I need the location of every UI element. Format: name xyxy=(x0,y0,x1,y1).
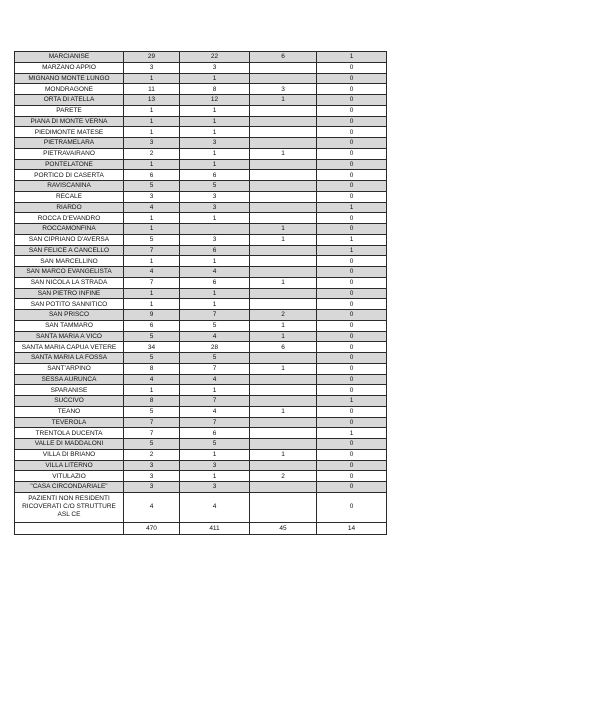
municipality-cell: MONDRAGONE xyxy=(15,84,124,95)
value-b-cell: 6 xyxy=(180,277,250,288)
value-d-cell: 0 xyxy=(317,62,387,73)
value-b-cell: 1 xyxy=(180,127,250,138)
value-d-cell: 0 xyxy=(317,191,387,202)
value-d-cell: 0 xyxy=(317,406,387,417)
municipality-cell: VITULAZIO xyxy=(15,471,124,482)
table-row xyxy=(15,170,387,181)
value-d-cell: 1 xyxy=(317,428,387,439)
value-b-cell: 4 xyxy=(180,331,250,342)
municipality-cell: SAN MARCELLINO xyxy=(15,256,124,267)
value-d-cell: 0 xyxy=(317,267,387,278)
table-row xyxy=(15,105,387,116)
total-cases-cell: 1 xyxy=(124,127,180,138)
municipality-cell: SANTA MARIA LA FOSSA xyxy=(15,353,124,364)
total-cases-cell: 1 xyxy=(124,288,180,299)
total-cases-cell: 3 xyxy=(124,138,180,149)
value-c-cell xyxy=(250,73,317,84)
value-d-cell: 0 xyxy=(317,148,387,159)
value-d-cell: 1 xyxy=(317,202,387,213)
value-c-cell: 1 xyxy=(250,148,317,159)
total-cases-cell: 1 xyxy=(124,73,180,84)
value-d-cell: 1 xyxy=(317,245,387,256)
value-d-cell: 0 xyxy=(317,170,387,181)
value-b-cell: 1 xyxy=(180,288,250,299)
municipality-cell: SUCCIVO xyxy=(15,396,124,407)
value-b-cell: 1 xyxy=(180,148,250,159)
municipality-cell: SAN PRISCO xyxy=(15,310,124,321)
value-d-cell: 0 xyxy=(317,492,387,522)
value-c-cell: 1 xyxy=(250,406,317,417)
municipality-cell: PIETRAMELARA xyxy=(15,138,124,149)
municipality-cell: PAZIENTI NON RESIDENTI RICOVERATI C/O STRUTTURE ASL CE xyxy=(15,492,124,522)
municipality-cell: PARETE xyxy=(15,105,124,116)
municipality-cell: SAN POTITO SANNITICO xyxy=(15,299,124,310)
table-row xyxy=(15,482,387,493)
value-b-cell xyxy=(180,224,250,235)
total-cases-cell: 1 xyxy=(124,116,180,127)
value-b-cell: 12 xyxy=(180,95,250,106)
table-row xyxy=(15,73,387,84)
municipality-cell: SPARANISE xyxy=(15,385,124,396)
value-b-cell: 22 xyxy=(180,52,250,63)
value-b-cell: 5 xyxy=(180,439,250,450)
total-cases-cell: 8 xyxy=(124,396,180,407)
value-d-cell: 0 xyxy=(317,331,387,342)
municipality-cell: SAN PIETRO INFINE xyxy=(15,288,124,299)
total-value-d-cell: 14 xyxy=(317,522,387,534)
total-cases-cell: 3 xyxy=(124,62,180,73)
table-row xyxy=(15,406,387,417)
table-row xyxy=(15,84,387,95)
value-b-cell: 5 xyxy=(180,181,250,192)
value-c-cell xyxy=(250,191,317,202)
table-row xyxy=(15,460,387,471)
value-b-cell: 1 xyxy=(180,256,250,267)
value-b-cell: 7 xyxy=(180,417,250,428)
municipality-cell: RAVISCANINA xyxy=(15,181,124,192)
municipality-cell: ORTA DI ATELLA xyxy=(15,95,124,106)
value-d-cell: 1 xyxy=(317,396,387,407)
value-c-cell: 1 xyxy=(250,449,317,460)
total-cases-cell: 7 xyxy=(124,417,180,428)
value-d-cell: 0 xyxy=(317,105,387,116)
total-cases-cell: 11 xyxy=(124,84,180,95)
total-cases-cell: 9 xyxy=(124,310,180,321)
table-row xyxy=(15,224,387,235)
municipality-cell: ROCCAMONFINA xyxy=(15,224,124,235)
value-d-cell: 1 xyxy=(317,52,387,63)
municipality-cell: MARZANO APPIO xyxy=(15,62,124,73)
value-c-cell xyxy=(250,256,317,267)
value-b-cell: 1 xyxy=(180,449,250,460)
value-c-cell: 1 xyxy=(250,331,317,342)
total-cases-cell: 3 xyxy=(124,460,180,471)
total-cases-cell: 3 xyxy=(124,191,180,202)
table-row xyxy=(15,396,387,407)
value-b-cell: 1 xyxy=(180,73,250,84)
value-d-cell: 0 xyxy=(317,277,387,288)
total-cases-cell: 34 xyxy=(124,342,180,353)
value-b-cell: 1 xyxy=(180,385,250,396)
value-c-cell: 2 xyxy=(250,310,317,321)
value-c-cell xyxy=(250,116,317,127)
value-c-cell xyxy=(250,353,317,364)
value-d-cell: 0 xyxy=(317,181,387,192)
municipality-cell: SANT'ARPINO xyxy=(15,363,124,374)
table-row xyxy=(15,138,387,149)
value-c-cell: 2 xyxy=(250,471,317,482)
value-c-cell xyxy=(250,213,317,224)
value-b-cell: 4 xyxy=(180,406,250,417)
value-c-cell xyxy=(250,267,317,278)
value-d-cell: 0 xyxy=(317,84,387,95)
value-b-cell: 4 xyxy=(180,374,250,385)
total-cases-cell: 2 xyxy=(124,449,180,460)
value-c-cell: 6 xyxy=(250,52,317,63)
value-b-cell: 7 xyxy=(180,363,250,374)
value-c-cell xyxy=(250,127,317,138)
value-c-cell xyxy=(250,138,317,149)
total-cases-cell: 8 xyxy=(124,363,180,374)
value-d-cell: 0 xyxy=(317,224,387,235)
value-b-cell: 5 xyxy=(180,353,250,364)
total-cases-cell: 5 xyxy=(124,439,180,450)
value-d-cell: 0 xyxy=(317,95,387,106)
municipality-cell: VILLA DI BRIANO xyxy=(15,449,124,460)
municipality-cell: MARCIANISE xyxy=(15,52,124,63)
table-row xyxy=(15,288,387,299)
table-row xyxy=(15,353,387,364)
table-row xyxy=(15,385,387,396)
table-row xyxy=(15,191,387,202)
value-c-cell xyxy=(250,62,317,73)
value-d-cell: 0 xyxy=(317,460,387,471)
value-c-cell xyxy=(250,385,317,396)
total-cases-cell: 1 xyxy=(124,299,180,310)
total-cases-cell: 4 xyxy=(124,374,180,385)
total-cases-cell: 6 xyxy=(124,170,180,181)
municipality-cell: MIGNANO MONTE LUNGO xyxy=(15,73,124,84)
municipality-cell: SAN FELICE A CANCELLO xyxy=(15,245,124,256)
municipality-cell: "CASA CIRCONDARIALE" xyxy=(15,482,124,493)
value-b-cell: 6 xyxy=(180,170,250,181)
value-c-cell xyxy=(250,374,317,385)
total-cases-cell: 5 xyxy=(124,406,180,417)
value-c-cell xyxy=(250,105,317,116)
value-c-cell xyxy=(250,202,317,213)
value-c-cell xyxy=(250,170,317,181)
table-row xyxy=(15,245,387,256)
municipality-cell: VALLE DI MADDALONI xyxy=(15,439,124,450)
total-cases-cell: 6 xyxy=(124,320,180,331)
table-row xyxy=(15,417,387,428)
total-cases-cell: 5 xyxy=(124,331,180,342)
value-b-cell: 3 xyxy=(180,482,250,493)
table-row xyxy=(15,202,387,213)
value-d-cell: 0 xyxy=(317,439,387,450)
value-b-cell: 3 xyxy=(180,138,250,149)
value-d-cell: 0 xyxy=(317,374,387,385)
total-cases-cell: 1 xyxy=(124,105,180,116)
municipality-cell: SANTA MARIA A VICO xyxy=(15,331,124,342)
value-c-cell xyxy=(250,439,317,450)
value-c-cell: 1 xyxy=(250,320,317,331)
value-d-cell: 0 xyxy=(317,482,387,493)
value-c-cell: 1 xyxy=(250,277,317,288)
value-b-cell: 6 xyxy=(180,428,250,439)
value-b-cell: 1 xyxy=(180,213,250,224)
value-d-cell: 0 xyxy=(317,417,387,428)
value-b-cell: 1 xyxy=(180,471,250,482)
municipality-cell: PIANA DI MONTE VERNA xyxy=(15,116,124,127)
value-b-cell: 7 xyxy=(180,310,250,321)
value-d-cell: 0 xyxy=(317,320,387,331)
table-row xyxy=(15,428,387,439)
total-cases-cell: 5 xyxy=(124,181,180,192)
municipality-cell: PIEDIMONTE MATESE xyxy=(15,127,124,138)
table-row xyxy=(15,116,387,127)
municipality-cell: TEVEROLA xyxy=(15,417,124,428)
total-municipality-cell xyxy=(15,522,124,534)
table-row xyxy=(15,331,387,342)
value-c-cell: 6 xyxy=(250,342,317,353)
value-b-cell: 28 xyxy=(180,342,250,353)
value-d-cell: 0 xyxy=(317,449,387,460)
value-c-cell: 3 xyxy=(250,84,317,95)
municipality-cell: PONTELATONE xyxy=(15,159,124,170)
value-b-cell: 4 xyxy=(180,492,250,522)
value-c-cell: 1 xyxy=(250,234,317,245)
table-row xyxy=(15,52,387,63)
value-d-cell: 0 xyxy=(317,363,387,374)
value-c-cell: 1 xyxy=(250,363,317,374)
value-b-cell: 3 xyxy=(180,460,250,471)
table-row xyxy=(15,159,387,170)
value-b-cell: 7 xyxy=(180,396,250,407)
total-cases-cell: 4 xyxy=(124,202,180,213)
total-cases-cell: 1 xyxy=(124,213,180,224)
municipality-data-table xyxy=(14,51,387,535)
total-cases-cell: 1 xyxy=(124,256,180,267)
value-d-cell: 0 xyxy=(317,138,387,149)
total-cases-cell: 5 xyxy=(124,353,180,364)
table-row xyxy=(15,181,387,192)
municipality-cell: PIETRAVAIRANO xyxy=(15,148,124,159)
municipality-cell: SAN NICOLA LA STRADA xyxy=(15,277,124,288)
value-d-cell: 0 xyxy=(317,342,387,353)
municipality-cell: VILLA LITERNO xyxy=(15,460,124,471)
table-row xyxy=(15,363,387,374)
municipality-cell: ROCCA D'EVANDRO xyxy=(15,213,124,224)
total-cases-cell: 3 xyxy=(124,471,180,482)
value-c-cell xyxy=(250,417,317,428)
value-c-cell: 1 xyxy=(250,95,317,106)
value-b-cell: 3 xyxy=(180,62,250,73)
table-row xyxy=(15,234,387,245)
value-d-cell: 0 xyxy=(317,73,387,84)
municipality-cell: PORTICO DI CASERTA xyxy=(15,170,124,181)
value-c-cell xyxy=(250,428,317,439)
value-d-cell: 0 xyxy=(317,310,387,321)
value-b-cell: 5 xyxy=(180,320,250,331)
value-b-cell: 6 xyxy=(180,245,250,256)
totals-row xyxy=(15,522,387,534)
municipality-cell: SANTA MARIA CAPUA VETERE xyxy=(15,342,124,353)
total-cases-cell: 7 xyxy=(124,245,180,256)
total-cases-cell: 1 xyxy=(124,159,180,170)
value-b-cell: 1 xyxy=(180,116,250,127)
value-d-cell: 0 xyxy=(317,385,387,396)
table-row xyxy=(15,374,387,385)
value-d-cell: 0 xyxy=(317,353,387,364)
total-cases-cell: 4 xyxy=(124,267,180,278)
total-total-cases-cell: 470 xyxy=(124,522,180,534)
value-b-cell: 8 xyxy=(180,84,250,95)
table-row xyxy=(15,127,387,138)
value-d-cell: 0 xyxy=(317,159,387,170)
table-row xyxy=(15,439,387,450)
municipality-cell: SESSA AURUNCA xyxy=(15,374,124,385)
municipality-cell: RECALE xyxy=(15,191,124,202)
table-row xyxy=(15,299,387,310)
value-b-cell: 1 xyxy=(180,105,250,116)
municipality-cell: TEANO xyxy=(15,406,124,417)
table-row xyxy=(15,62,387,73)
value-d-cell: 0 xyxy=(317,299,387,310)
value-b-cell: 3 xyxy=(180,191,250,202)
value-b-cell: 1 xyxy=(180,299,250,310)
value-c-cell xyxy=(250,159,317,170)
total-cases-cell: 1 xyxy=(124,224,180,235)
value-d-cell: 0 xyxy=(317,471,387,482)
municipality-cell: RIARDO xyxy=(15,202,124,213)
table-row xyxy=(15,256,387,267)
value-c-cell xyxy=(250,482,317,493)
value-b-cell: 1 xyxy=(180,159,250,170)
table-row xyxy=(15,320,387,331)
total-cases-cell: 7 xyxy=(124,277,180,288)
value-c-cell xyxy=(250,492,317,522)
total-cases-cell: 3 xyxy=(124,482,180,493)
municipality-cell: SAN MARCO EVANGELISTA xyxy=(15,267,124,278)
value-d-cell: 0 xyxy=(317,213,387,224)
table-row xyxy=(15,449,387,460)
value-c-cell xyxy=(250,396,317,407)
value-d-cell: 1 xyxy=(317,234,387,245)
total-value-c-cell: 45 xyxy=(250,522,317,534)
total-cases-cell: 13 xyxy=(124,95,180,106)
table-row xyxy=(15,310,387,321)
value-b-cell: 3 xyxy=(180,202,250,213)
table-row xyxy=(15,342,387,353)
value-c-cell xyxy=(250,245,317,256)
value-c-cell xyxy=(250,181,317,192)
municipality-cell: SAN TAMMARO xyxy=(15,320,124,331)
value-d-cell: 0 xyxy=(317,288,387,299)
value-b-cell: 4 xyxy=(180,267,250,278)
value-c-cell xyxy=(250,299,317,310)
value-c-cell xyxy=(250,460,317,471)
table-row xyxy=(15,148,387,159)
total-value-b-cell: 411 xyxy=(180,522,250,534)
value-d-cell: 0 xyxy=(317,127,387,138)
total-cases-cell: 1 xyxy=(124,385,180,396)
total-cases-cell: 2 xyxy=(124,148,180,159)
value-d-cell: 0 xyxy=(317,256,387,267)
table-row xyxy=(15,213,387,224)
value-c-cell xyxy=(250,288,317,299)
total-cases-cell: 29 xyxy=(124,52,180,63)
table-row xyxy=(15,277,387,288)
municipality-cell: SAN CIPRIANO D'AVERSA xyxy=(15,234,124,245)
table-row xyxy=(15,95,387,106)
value-d-cell: 0 xyxy=(317,116,387,127)
table-row xyxy=(15,471,387,482)
value-c-cell: 1 xyxy=(250,224,317,235)
municipality-cell: TRENTOLA DUCENTA xyxy=(15,428,124,439)
table-row xyxy=(15,267,387,278)
table-row xyxy=(15,492,387,522)
value-b-cell: 3 xyxy=(180,234,250,245)
total-cases-cell: 5 xyxy=(124,234,180,245)
total-cases-cell: 4 xyxy=(124,492,180,522)
total-cases-cell: 7 xyxy=(124,428,180,439)
table-body xyxy=(15,52,387,535)
